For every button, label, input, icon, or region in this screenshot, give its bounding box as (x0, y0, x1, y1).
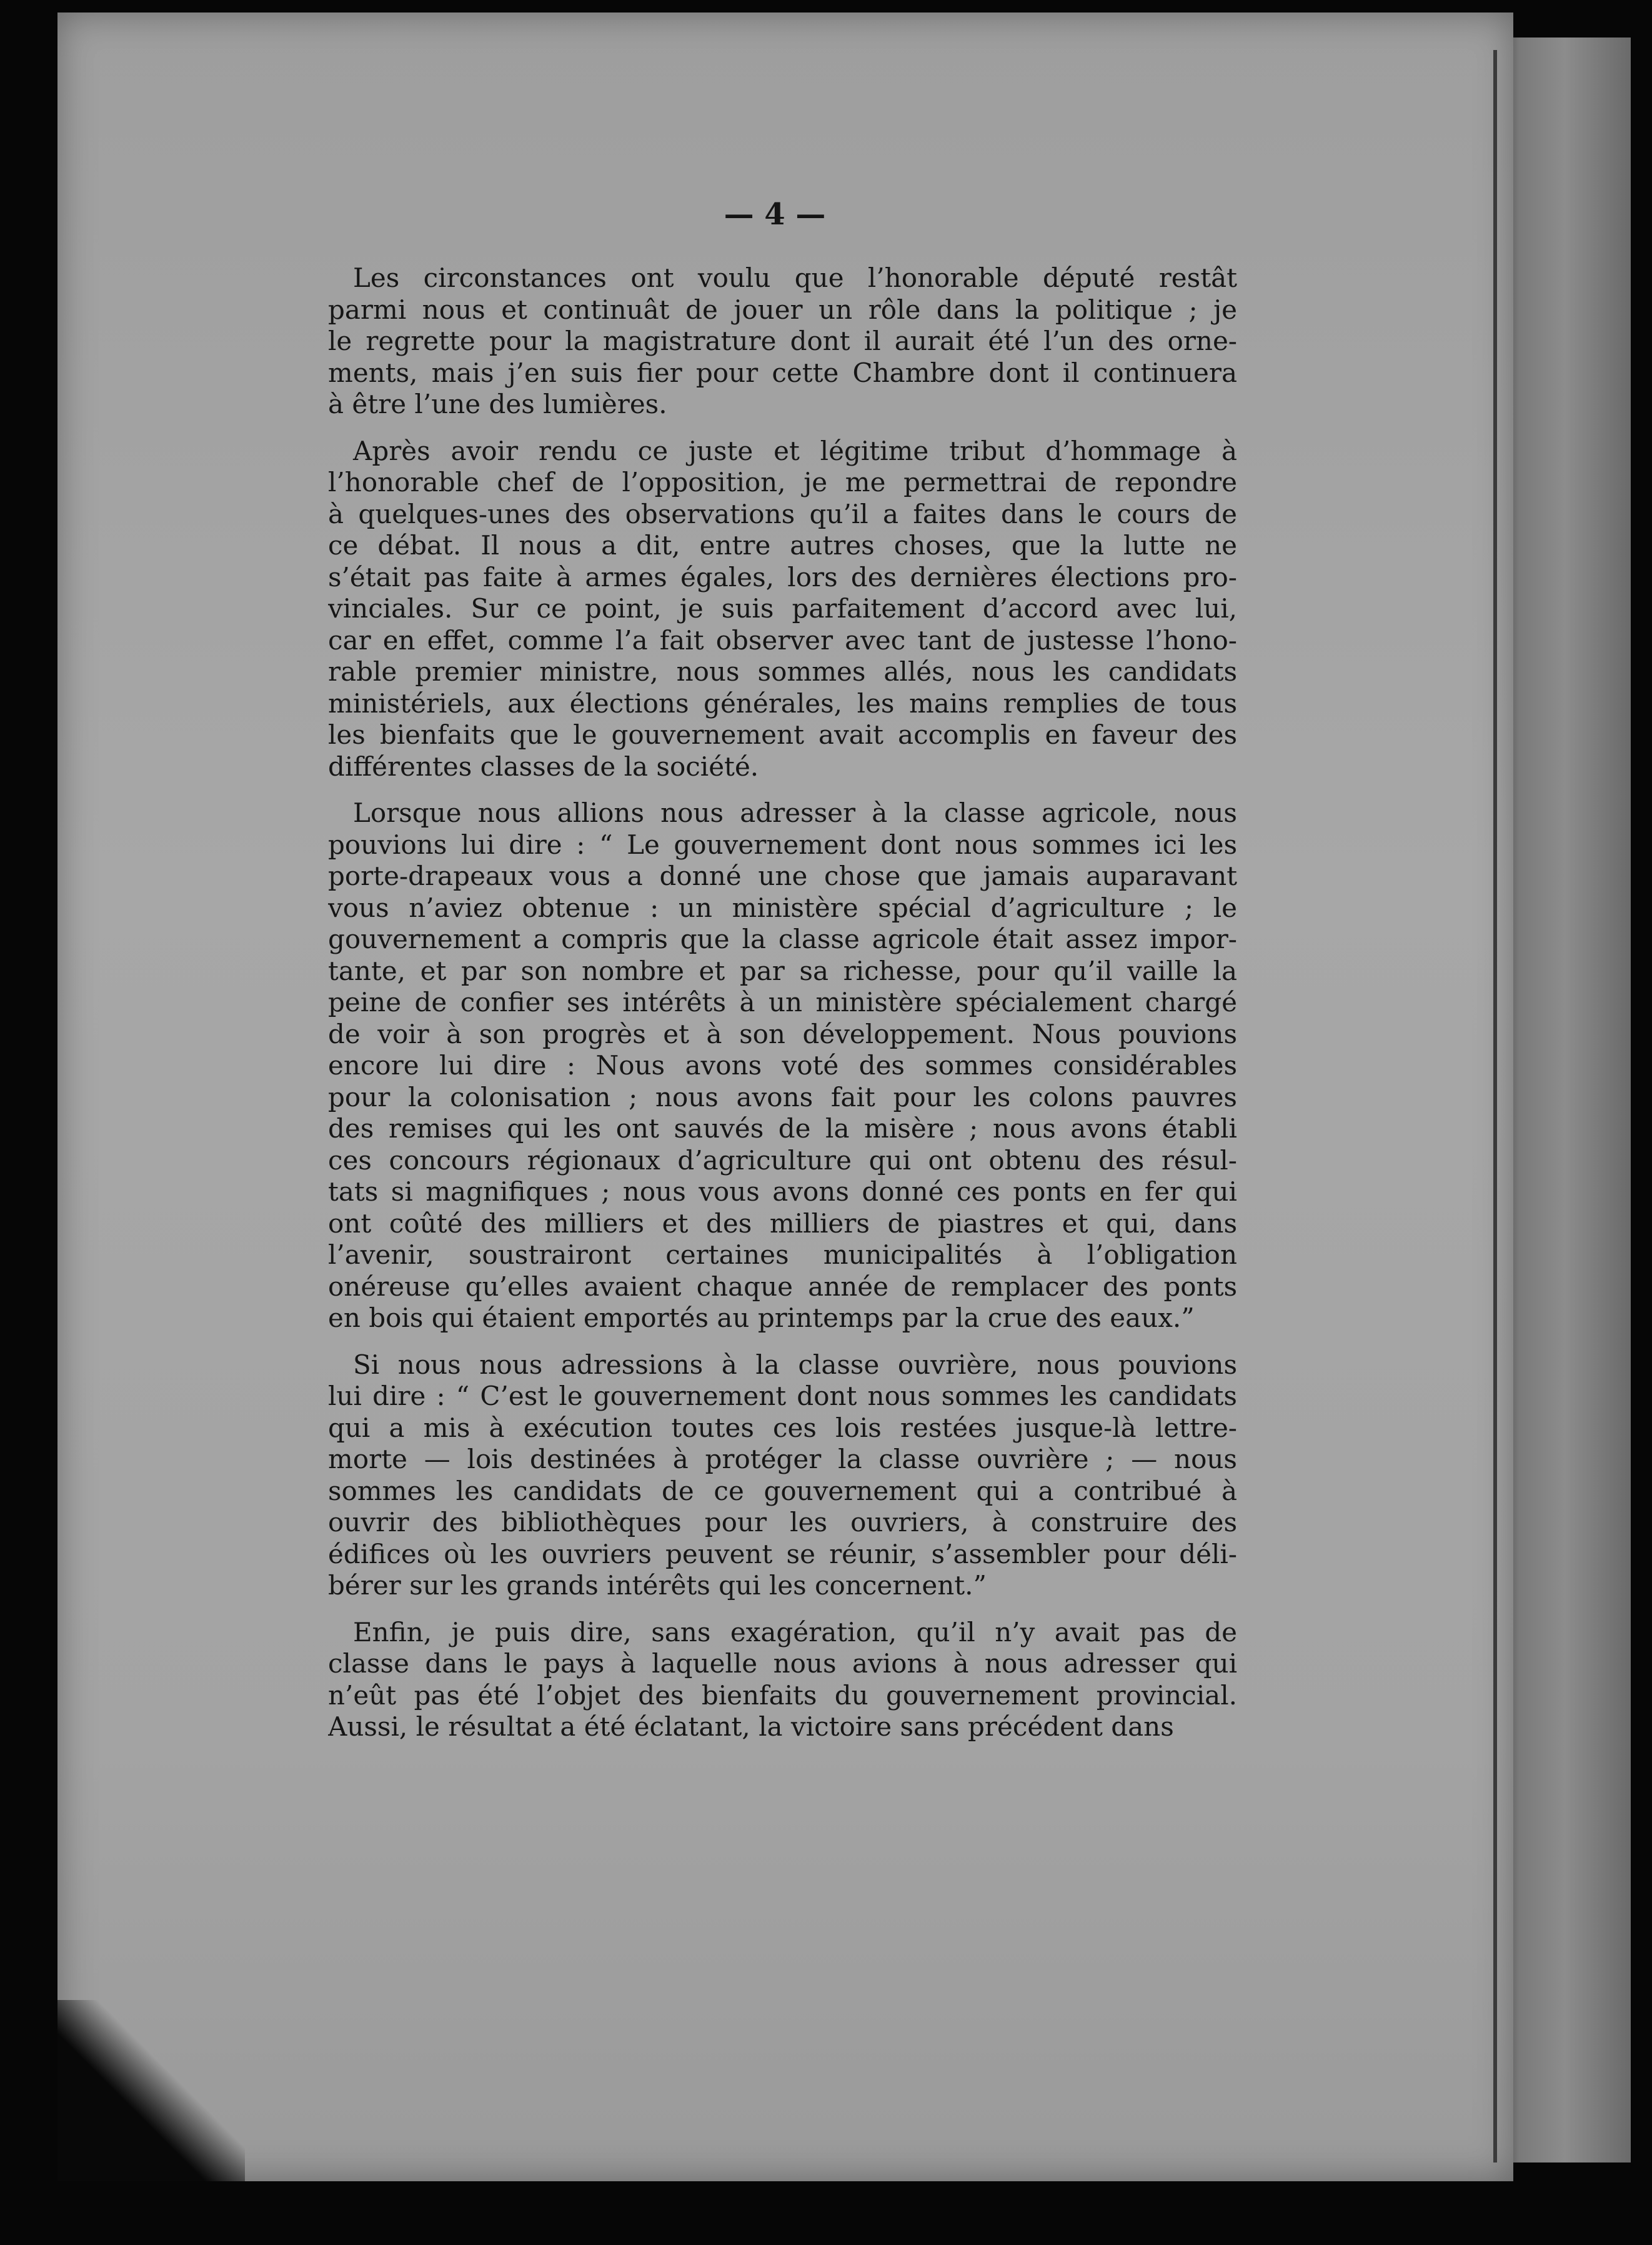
text-line: vinciales. Sur ce point, je suis parfaitement d’accord avec lui, (328, 593, 1237, 624)
text-line: Aussi, le résultat a été éclatant, la victoire sans précédent dans (328, 1711, 1174, 1742)
text-line: classe dans le pays à laquelle nous avions à nous adresser qui (328, 1648, 1237, 1679)
text-line: des remises qui les ont sauvés de la misère ; nous avons établi (328, 1113, 1237, 1144)
text-line: n’eût pas été l’objet des bienfaits du gouvernement provincial. (328, 1679, 1237, 1711)
text-line: morte — lois destinées à protéger la classe ouvrière ; — nous (328, 1444, 1237, 1474)
text-line: les bienfaits que le gouvernement avait accomplis en faveur des (328, 719, 1237, 750)
text-line: vous n’aviez obtenue : un ministère spécial d’agriculture ; le (328, 892, 1237, 923)
text-line: à être l’une des lumières. (328, 389, 667, 419)
paragraph (328, 262, 1237, 421)
text-line: ouvrir des bibliothèques pour les ouvriers, à construire des (328, 1507, 1237, 1538)
text-line: tante, et par son nombre et par sa richesse, pour qu’il vaille la (328, 955, 1237, 986)
text-line: de voir à son progrès et à son développement. Nous pouvions (328, 1018, 1237, 1049)
paragraph (328, 1349, 1237, 1602)
text-line: Lorsque nous allions nous adresser à la classe agricole, nous (353, 798, 1237, 828)
text-line: ments, mais j’en suis fier pour cette Chambre dont il continuera (328, 357, 1237, 388)
text-line: ce débat. Il nous a dit, entre autres choses, que la lutte ne (328, 530, 1237, 561)
text-line: Les circonstances ont voulu que l’honorable député restât (353, 262, 1237, 293)
text-line: rable premier ministre, nous sommes allés, nous les candidats (328, 656, 1237, 687)
text-line: parmi nous et continuât de jouer un rôle dans la politique ; je (328, 294, 1237, 325)
text-line: encore lui dire : Nous avons voté des sommes considérables (328, 1050, 1237, 1081)
text-line: sommes les candidats de ce gouvernement qui a contribué à (328, 1475, 1237, 1506)
text-line: porte-drapeaux vous a donné une chose que jamais auparavant (328, 861, 1237, 891)
text-line: ministériels, aux élections générales, les mains remplies de tous (328, 688, 1237, 719)
text-line: tats si magnifiques ; nous vous avons donné ces ponts en fer qui (328, 1176, 1237, 1207)
torn-page-corner (57, 2000, 245, 2181)
paragraph (328, 798, 1237, 1334)
text-line: Enfin, je puis dire, sans exagération, qu’il n’y avait pas de (353, 1616, 1237, 1648)
paragraph (328, 436, 1237, 783)
page-number: — 4 — (724, 197, 826, 232)
text-line: le regrette pour la magistrature dont il aurait été l’un des orne- (328, 326, 1237, 356)
text-line: s’était pas faite à armes égales, lors des dernières élections pro- (328, 561, 1237, 592)
text-line: Après avoir rendu ce juste et légitime tribut d’hommage à (353, 435, 1237, 466)
text-line: pour la colonisation ; nous avons fait pour les colons pauvres (328, 1081, 1237, 1112)
adjacent-page-edge (1500, 38, 1631, 2162)
text-line: gouvernement a compris que la classe agricole était assez impor- (328, 924, 1237, 954)
text-line: l’avenir, soustrairont certaines municipalités à l’obligation (328, 1239, 1237, 1270)
text-line: peine de confier ses intérêts à un ministère spécialement chargé (328, 987, 1237, 1018)
text-line: onéreuse qu’elles avaient chaque année de remplacer des ponts (328, 1271, 1237, 1302)
text-line: car en effet, comme l’a fait observer avec tant de justesse l’hono- (328, 624, 1237, 656)
text-line: à quelques-unes des observations qu’il a faites dans le cours de (328, 498, 1237, 529)
text-line: pouvions lui dire : “ Le gouvernement dont nous sommes ici les (328, 829, 1237, 860)
text-line: Si nous nous adressions à la classe ouvrière, nous pouvions (353, 1349, 1237, 1380)
text-line: l’honorable chef de l’opposition, je me permettrai de repondre (328, 467, 1237, 498)
text-line: bérer sur les grands intérêts qui les concernent.” (328, 1570, 987, 1601)
text-line: ces concours régionaux d’agriculture qui ont obtenu des résul- (328, 1144, 1237, 1176)
paragraph (328, 1617, 1237, 1743)
text-line: en bois qui étaient emportés au printemps par la crue des eaux.” (328, 1302, 1195, 1333)
text-line: lui dire : “ C’est le gouvernement dont nous sommes les candidats (328, 1381, 1237, 1411)
text-line: différentes classes de la société. (328, 751, 759, 782)
text-line: édifices où les ouvriers peuvent se réunir, s’assembler pour déli- (328, 1538, 1237, 1569)
text-line: ont coûté des milliers et des milliers de piastres et qui, dans (328, 1208, 1237, 1239)
body-text (328, 262, 1237, 1758)
page-fold-line (1493, 50, 1497, 2162)
text-line: qui a mis à exécution toutes ces lois restées jusque-là lettre- (328, 1412, 1237, 1443)
